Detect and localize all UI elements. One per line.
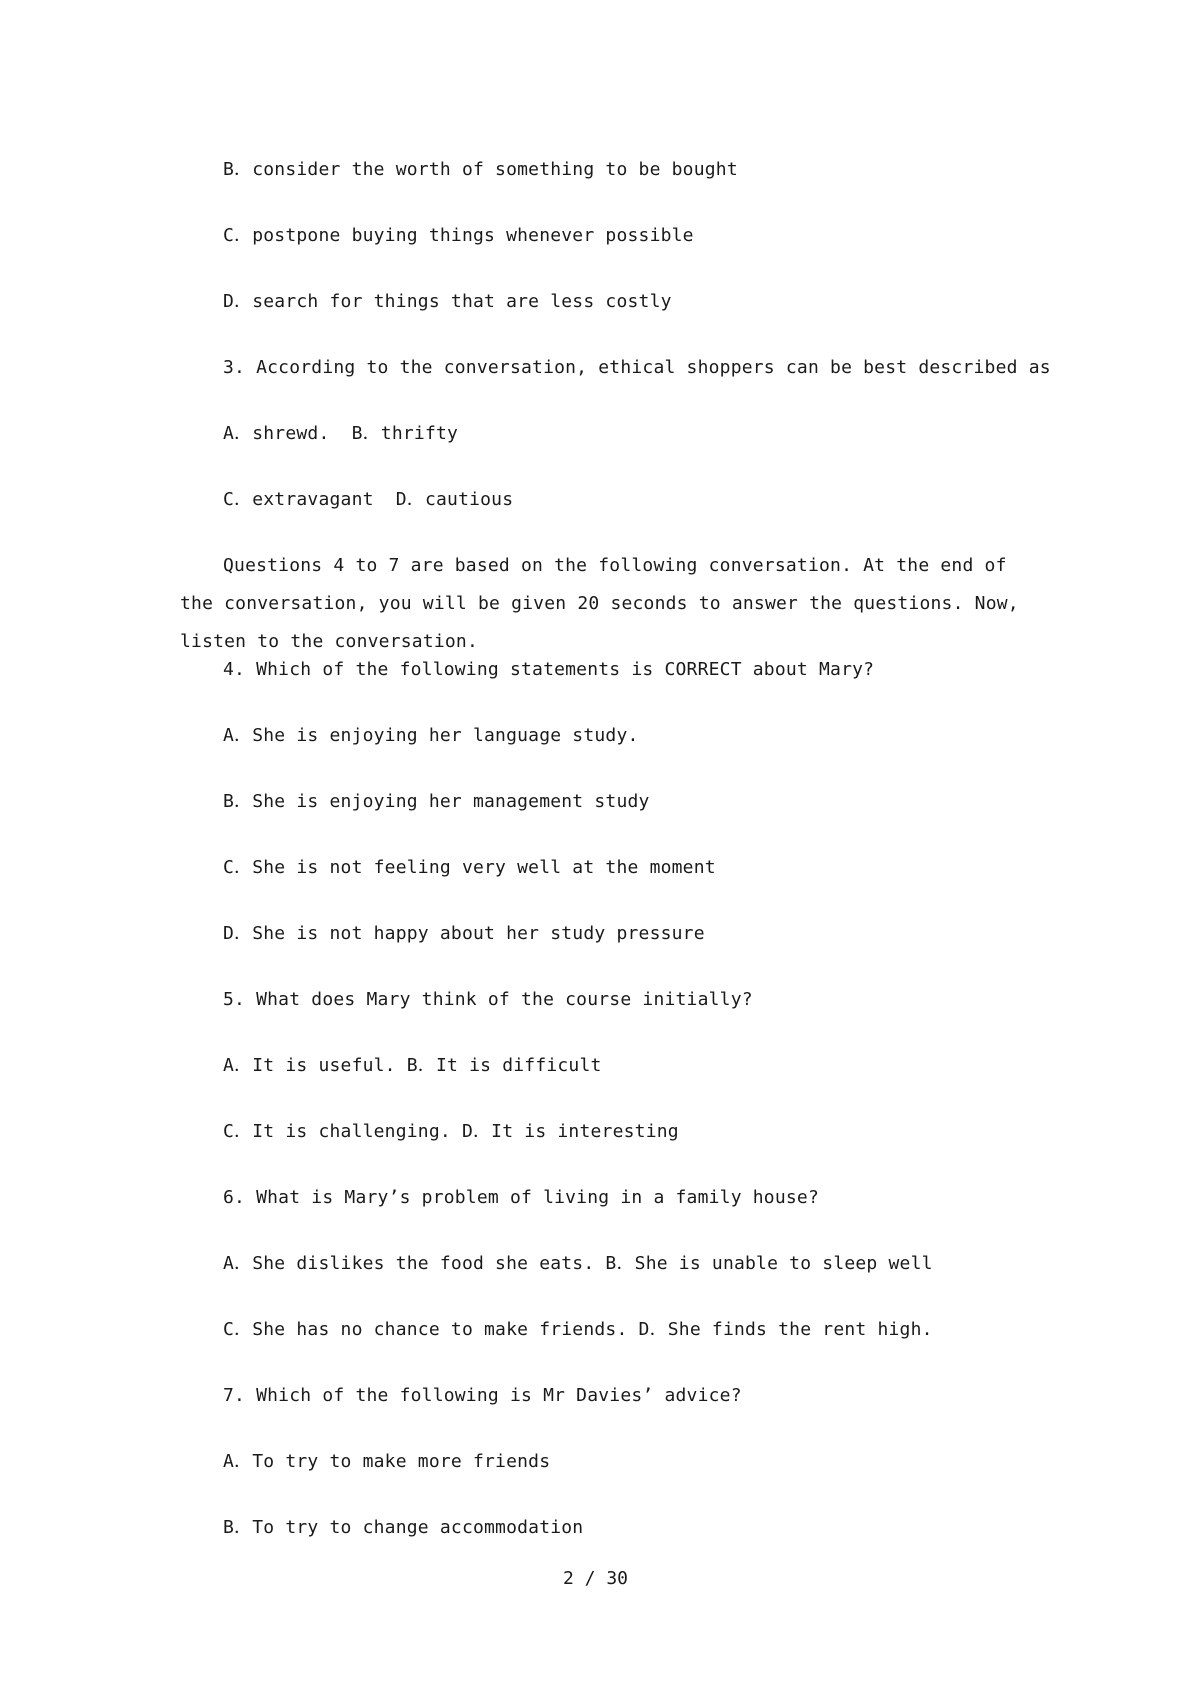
options-6-ab: A．She dislikes the food she eats. B．She is unable to sleep well: [223, 1253, 933, 1274]
instructions-paragraph: Questions 4 to 7 are based on the following conversation. At the end of the conversation, you will be given 20 seconds to answer the questions. Now, listen to the conversation.: [180, 555, 1019, 652]
options-3-cd: C．extravagant D．cautious: [223, 489, 514, 510]
question-6: 6. What is Mary’s problem of living in a family house?: [223, 1187, 819, 1208]
option-4b: B．She is enjoying her management study: [223, 791, 650, 812]
options-6-cd: C．She has no chance to make friends. D．She finds the rent high.: [223, 1319, 933, 1340]
options-3-ab: A．shrewd. B．thrifty: [223, 423, 459, 444]
page-number: 2 / 30: [562, 1568, 629, 1589]
options-5-ab: A．It is useful. B．It is difficult: [223, 1055, 602, 1076]
question-4: 4. Which of the following statements is CORRECT about Mary?: [223, 659, 875, 680]
option-4a: A．She is enjoying her language study.: [223, 725, 639, 746]
option-1d: D．search for things that are less costly: [223, 291, 672, 312]
option-1c: C．postpone buying things whenever possible: [223, 225, 694, 246]
options-5-cd: C．It is challenging. D．It is interesting: [223, 1121, 679, 1142]
question-5: 5. What does Mary think of the course initially?: [223, 989, 753, 1010]
option-7a: A．To try to make more friends: [223, 1451, 551, 1472]
option-7b: B．To try to change accommodation: [223, 1517, 584, 1538]
option-4d: D．She is not happy about her study pressure: [223, 923, 705, 944]
option-4c: C．She is not feeling very well at the moment: [223, 857, 716, 878]
option-1b: B．consider the worth of something to be bought: [223, 159, 738, 180]
question-3: 3. According to the conversation, ethical shoppers can be best described as: [223, 357, 1051, 378]
question-7: 7. Which of the following is Mr Davies’ advice?: [223, 1385, 742, 1406]
